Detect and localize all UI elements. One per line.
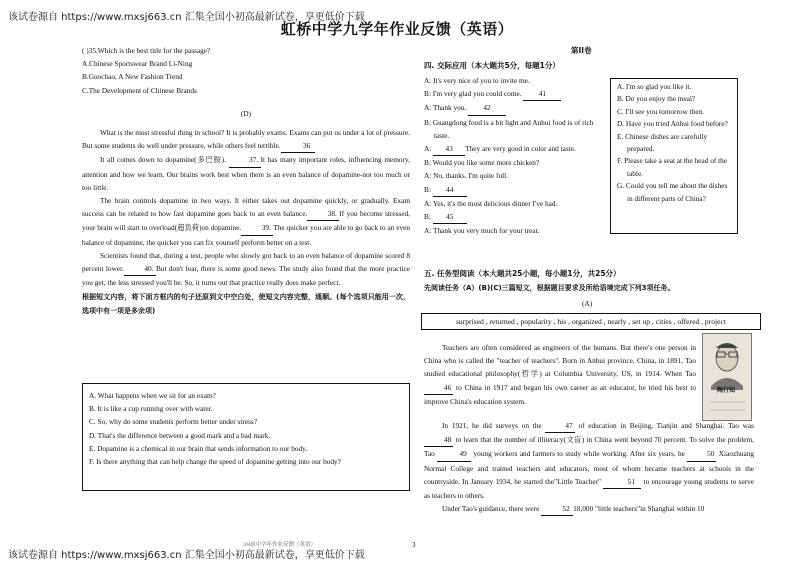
dialogue-line: B: 44 (424, 183, 604, 197)
source-banner-top: 该试卷源自 https://www.mxsj663.cn 汇集全国小初高最新试卷，享更低价下载 (8, 12, 365, 23)
dialogue-option-a: A. I'm so glad you like it. (617, 82, 692, 91)
portrait-caption: 陶行知 (716, 388, 735, 394)
passage-a-text-top (424, 341, 696, 408)
section-label: 第II卷 (571, 46, 592, 55)
passage-d-para-1: What is the most stressful thing in school? It is probably exams. Exams can put us under a lot of pressure. But some students do well under pressure, while others feel terrible. 36 (82, 126, 410, 153)
blank-38: 38. (307, 207, 339, 221)
blank-47: 47 (545, 419, 574, 433)
blank-49: 49 (437, 447, 471, 461)
dialogue-option-g: G. Could you tell me about the dishes in different parts of China? (617, 181, 728, 203)
sentence-option-c: C. So, why do some students perform better under stress? (89, 417, 258, 427)
dialogue (424, 74, 604, 237)
q35-option-a: A.Chinese Sportswear Brand Li-Ning (82, 59, 193, 69)
section-5-instruction: 先阅读任务（A）(B)(C)三篇短文，根据题目要求及所给语境完成下列3项任务。 (424, 284, 675, 292)
passage-d-para-2: It all comes down to dopamine(多巴胺). 37. It has many important roles, influencing memory, attention and how we learn. Our brains work best when there is an even balance of dopamine-not too much or too little. (82, 155, 410, 192)
dialogue-line: B: Guangdong food is a bit light and Anhui food is of rich taste. (424, 117, 594, 140)
portrait-drawing (703, 334, 751, 420)
sentence-option-b: B. It is like a cup running over with water. (89, 404, 213, 414)
blank-48: 48 (424, 433, 453, 447)
section-4-title: 四. 交际应用（本大题共5分，每题1分） (424, 61, 560, 70)
dialogue-line: B: Would you like some more chicken? (424, 158, 540, 168)
blank-42: 42 (468, 101, 506, 115)
instruction-7-5: 根据短文内容，将下面方框内的句子还原到文中空白处，使短文内容完整，通顺。(每个选项只能用一次，选项中有一项是多余项) (82, 293, 410, 315)
question-35: ( )35.Which is the best title for the passage? (82, 46, 211, 55)
dialogue-line: A: No, thanks. I'm quite full. (424, 171, 509, 181)
sentence-option-d: D. That's the difference between a good mark and a bad mark. (89, 430, 271, 440)
dialogue-line: A: Thank you very much for your treat. (424, 226, 540, 236)
dialogue-option-d: D. Have you tried Anhui food before? (617, 119, 728, 129)
dialogue-option-e: E. Chinese dishes are carefully prepared. (617, 131, 708, 154)
q35-option-c: C.The Development of Chinese Brands (82, 85, 197, 95)
blank-41: 41 (523, 87, 561, 101)
blank-36: 36 (281, 139, 315, 153)
blank-46: 46 (424, 381, 453, 395)
dialogue-line: B: I'm very glad you could come. 41 (424, 87, 604, 101)
dialogue-line: B: 45 (424, 210, 604, 224)
dialogue-option-b: B. Do you enjoy the meal? (617, 94, 696, 104)
passage-d-para-3: The brain controls dopamine in two ways. It either takes out dopamine quickly, or gradually. Exam success can be related to how fast dopamine goes back to an even balance. 38. If you become stressed, your brain will start to overload(超负荷)on dopamine. 39. The quicker you are able to go back to an even balance of dopamine, the quicker you can fix yourself perform better on a test. (82, 196, 411, 247)
sentence-option-a: A. What happens when we sit for an exam? (89, 391, 216, 400)
blank-37: 37. (229, 153, 261, 167)
blank-52: 52 (541, 502, 573, 516)
passage-a-label: (A) (582, 299, 593, 308)
passage-a-para-3: Under Tao's guidance, there were 52 18,000 "little teachers"in Shanghai within 10 (424, 502, 754, 516)
dialogue-options-box (610, 78, 738, 234)
dialogue-option-c: C. I'll see you tomorrow then. (617, 106, 705, 116)
footer-overlay: 3/8初中学年作业反馈（英语） (243, 542, 317, 548)
sentence-option-e: E. Dopamine is a chemical in our brain that sends information to our body. (89, 443, 308, 453)
blank-40: 40. (124, 262, 156, 276)
page-title: 虹桥中学九学年作业反馈（英语） (280, 20, 514, 38)
blank-51: 51 (603, 475, 641, 489)
left-column (82, 44, 410, 318)
dialogue-line: A: It's very nice of you to invite me. (424, 76, 530, 85)
blank-45: 45 (433, 210, 467, 224)
passage-a-text-bottom (424, 419, 754, 516)
blank-50: 50 (687, 447, 716, 461)
section-5-title: 五. 任务型阅读（本大题共25小题，每小题1分，共25分） (424, 269, 621, 278)
passage-d-label: (D) (240, 108, 252, 118)
word-bank: surprised , returned , popularity , his , organized , nearly , set up , cities , offered , project (421, 313, 761, 330)
passage-a-para-2: In 1921, he did surveys on the 47 of education in Beijing, Tianjin and Shanghai. Tao was 48 to learn that the number of illiteracy(文盲) in China went beyond 70 percent. To solve the problem, Tao 49 young workers and farmers to study while working. After six years, he 50 Xiaozhuang Normal College and trained teachers and educators, most of whom became teachers at schools in the countryside. In January 1934, he started the"Little Teacher" 51 to encourage young students to serve as teachers to others. (424, 421, 755, 501)
blank-43: 43 (433, 142, 465, 156)
source-banner-bottom: 该试卷源自 https://www.mxsj663.cn 汇集全国小初高最新试卷，享更低价下载 (8, 550, 365, 561)
passage-a-para-1: Teachers are often considered as engineers of the humans. But there's one person in China who is called the "teacher of teachers". Born in Anhui province, China, in 1891, Tao studied educational philosophy(哲学) at Columbia University, US, in 1914. When Tao 46 to China in 1917 and began his own career as an educator, he tried his best to improve China's education system. (424, 343, 696, 406)
sentence-option-f: F. Is there anything that can help change the speed of dopamine getting into our body? (89, 457, 341, 467)
portrait-image (702, 333, 752, 421)
blank-44: 44 (433, 183, 467, 197)
passage-d-para-4: Scientists found that, during a test, people who slowly got back to an even balance of dopamine scored 8 percent lower. 40. But don't fear, there is some good news. The study also found that the more practice you get, the less stressed you'll be. So, it turns out that practice really does make perfect. (82, 250, 410, 288)
dialogue-line: A: 43 They are very good in color and taste. (424, 142, 604, 156)
dialogue-option-f: F. Please take a seat at the head of the table. (617, 156, 728, 178)
dialogue-line: A: Yes, it's the most delicious dinner I've had. (424, 198, 558, 208)
page-number: 3 (412, 541, 416, 549)
dialogue-line: A: Thank you. 42 (424, 101, 604, 115)
blank-39: 39. (241, 221, 273, 235)
sentence-options-box (82, 383, 410, 491)
q35-option-b: B.Guochao, A New Fashion Trend (82, 72, 183, 82)
